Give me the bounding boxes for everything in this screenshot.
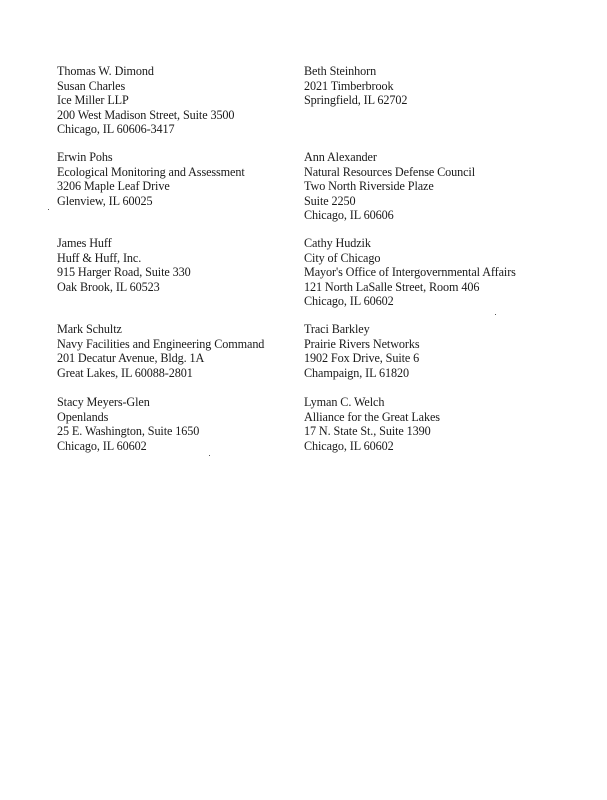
recipient-name: Traci Barkley [304,322,370,336]
recipient-name: Cathy Hudzik [304,236,371,250]
scan-speck [495,314,496,315]
recipient-name: Lyman C. Welch [304,395,385,409]
street-address: 2021 Timberbrook [304,78,394,93]
address-block-hudzik [304,236,516,309]
organization: Ecological Monitoring and Assessment [57,164,245,179]
street-address: 25 E. Washington, Suite 1650 [57,424,200,439]
recipient-name: Erwin Pohs [57,150,113,164]
recipient-name: Beth Steinhorn [304,64,377,78]
city-state-zip: Chicago, IL 60606-3417 [57,122,175,137]
address-block-huff [57,236,191,294]
address-block-meyers-glen [57,395,199,453]
recipient-name: Stacy Meyers-Glen [57,395,150,409]
city-state-zip: Chicago, IL 60602 [304,294,394,309]
street-address: 17 N. State St., Suite 1390 [304,424,431,439]
department: Mayor's Office of Intergovernmental Affairs [304,265,516,280]
organization: Natural Resources Defense Council [304,164,475,179]
city-state-zip: Springfield, IL 62702 [304,93,408,108]
street-address: 200 West Madison Street, Suite 3500 [57,107,235,122]
organization: Navy Facilities and Engineering Command [57,336,265,351]
scan-speck [48,209,49,210]
recipient-name: Ann Alexander [304,150,377,164]
recipient-name: James Huff [57,236,112,250]
city-state-zip: Chicago, IL 60606 [304,208,394,223]
city-state-zip: Oak Brook, IL 60523 [57,279,160,294]
scan-speck [209,455,210,456]
city-state-zip: Champaign, IL 61820 [304,365,409,380]
organization: Huff & Huff, Inc. [57,250,142,265]
organization: City of Chicago [304,250,381,265]
address-block-dimond-charles [57,64,234,137]
city-state-zip: Great Lakes, IL 60088-2801 [57,365,193,380]
recipient-name: Thomas W. Dimond [57,64,154,78]
address-block-pohs [57,150,245,208]
street-address: 201 Decatur Avenue, Bldg. 1A [57,351,205,366]
organization: Ice Miller LLP [57,93,129,108]
address-block-alexander [304,150,475,223]
address-block-barkley [304,322,420,380]
street-address: 915 Harger Road, Suite 330 [57,265,191,280]
street-address: 1902 Fox Drive, Suite 6 [304,351,420,366]
street-address: 3206 Maple Leaf Drive [57,179,170,194]
address-block-steinhorn [304,64,407,108]
city-state-zip: Chicago, IL 60602 [57,438,147,453]
organization: Alliance for the Great Lakes [304,409,440,424]
organization: Prairie Rivers Networks [304,336,420,351]
recipient-name: Mark Schultz [57,322,122,336]
city-state-zip: Chicago, IL 60602 [304,438,394,453]
street-address: 121 North LaSalle Street, Room 406 [304,279,480,294]
address-block-welch [304,395,440,453]
suite: Suite 2250 [304,193,356,208]
street-address: Two North Riverside Plaze [304,179,434,194]
recipient-name: Susan Charles [57,78,126,93]
city-state-zip: Glenview, IL 60025 [57,193,153,208]
address-block-schultz [57,322,264,380]
organization: Openlands [57,409,109,424]
